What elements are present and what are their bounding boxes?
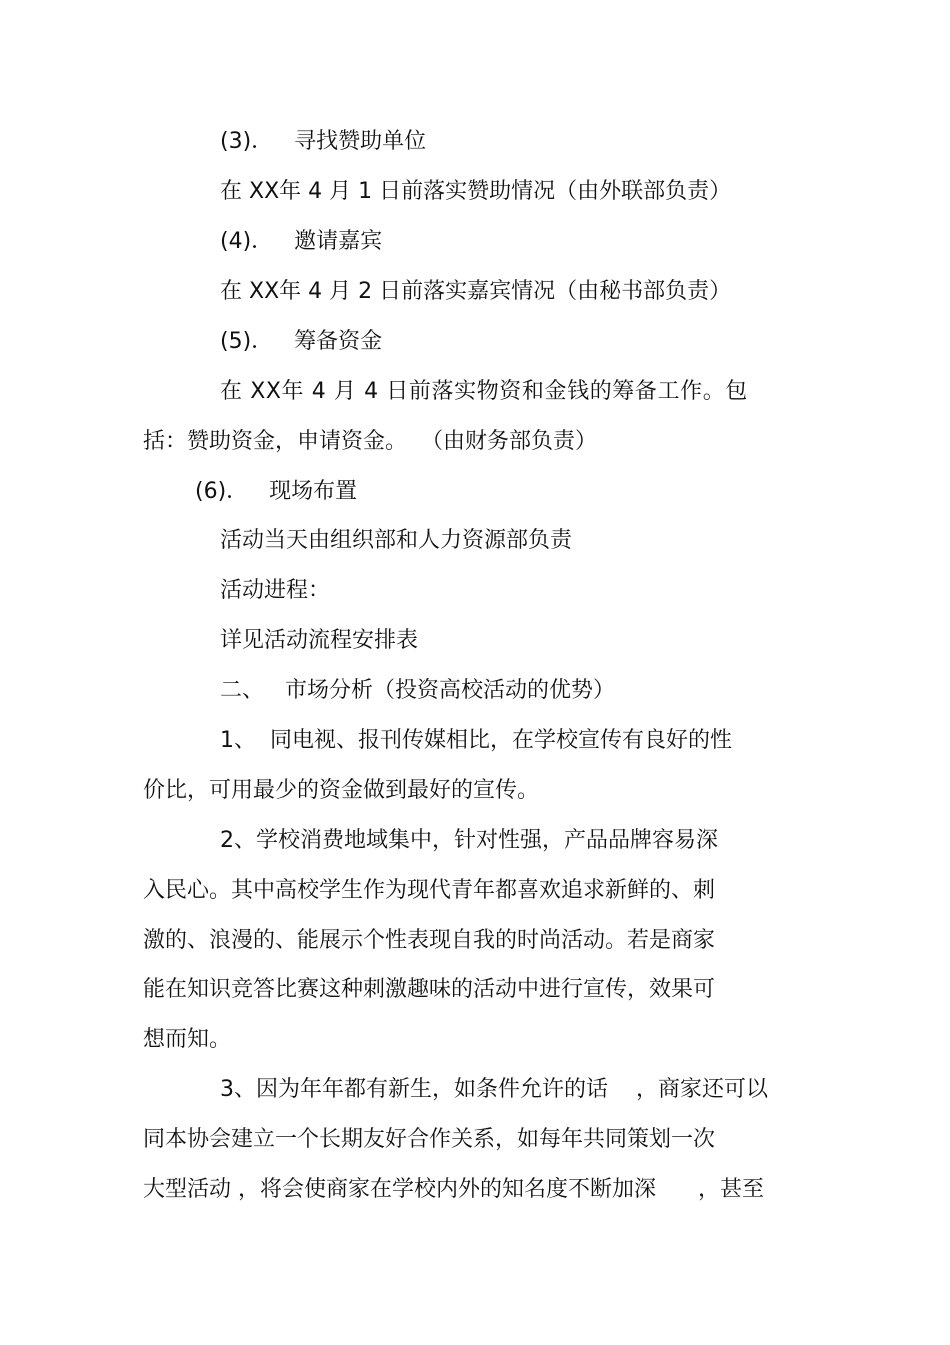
item-3-detail: 在 XX年 4 月 1 日前落实赞助情况（由外联部负责） <box>220 179 732 204</box>
point-2-line2: 入民心。其中高校学生作为现代青年都喜欢追求新鲜的、刺 <box>143 878 716 903</box>
point-2-line5: 想而知。 <box>143 1027 232 1052</box>
point-1-line2: 价比，可用最少的资金做到最好的宣传。 <box>143 778 540 803</box>
point-1-line1: 1、 同电视、报刊传媒相比，在学校宣传有良好的性 <box>220 728 732 753</box>
item-3-heading: (3)． 寻找赞助单位 <box>220 129 427 154</box>
item-4-heading: (4)． 邀请嘉宾 <box>220 229 383 254</box>
item-4-detail: 在 XX年 4 月 2 日前落实嘉宾情况（由秘书部负责） <box>220 279 732 304</box>
activity-process-label: 活动进程： <box>220 578 331 603</box>
activity-process-detail: 详见活动流程安排表 <box>220 628 419 653</box>
point-2-line4: 能在知识竞答比赛这种刺激趣味的活动中进行宣传，效果可 <box>143 977 716 1002</box>
item-5-heading: (5)． 筹备资金 <box>220 329 383 354</box>
item-5-detail-line1: 在 XX年 4 月 4 日前落实物资和金钱的筹备工作。包 <box>220 379 748 404</box>
item-5-detail-line2: 括：赞助资金，申请资金。 （由财务部负责） <box>143 429 597 454</box>
point-3-line3: 大型活动 ，将会使商家在学校内外的知名度不断加深 ，甚至 <box>143 1177 764 1202</box>
point-3-line1: 3、因为年年都有新生，如条件允许的话 ，商家还可以 <box>220 1077 768 1102</box>
section-2-heading: 二、 市场分析（投资高校活动的优势） <box>220 678 615 703</box>
item-6-detail: 活动当天由组织部和人力资源部负责 <box>220 528 573 553</box>
item-6-heading: (6)． 现场布置 <box>195 479 358 504</box>
point-2-line3: 激的、浪漫的、能展示个性表现自我的时尚活动。若是商家 <box>143 928 716 953</box>
point-2-line1: 2、学校消费地域集中，针对性强，产品品牌容易深 <box>220 828 718 853</box>
point-3-line2: 同本协会建立一个长期友好合作关系，如每年共同策划一次 <box>143 1127 716 1152</box>
